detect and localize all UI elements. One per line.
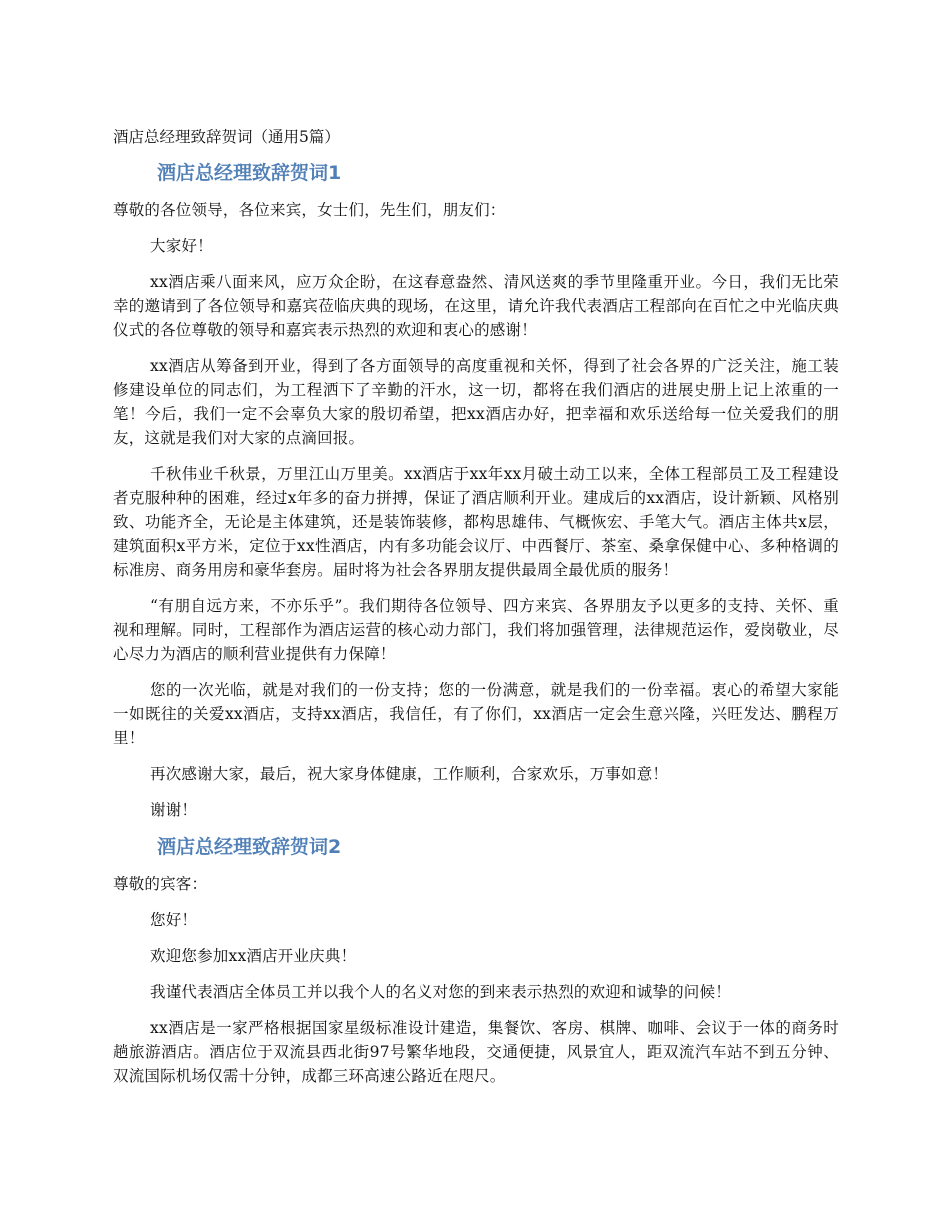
section-1	[113, 160, 839, 822]
paragraph: “有朋自远方来，不亦乐乎”。我们期待各位领导、四方来宾、各界朋友予以更多的支持、关怀、重视和理解。同时，工程部作为酒店运营的核心动力部门，我们将加强管理，法律规范运作，爱岗敬业，尽心尽力为酒店的顺利营业提供有力保障！	[113, 597, 839, 663]
paragraph: 大家好！	[150, 237, 213, 255]
paragraph: 谢谢！	[150, 801, 198, 819]
document-title: 酒店总经理致辞贺词（通用5篇）	[113, 128, 340, 146]
paragraph: 我谨代表酒店全体员工并以我个人的名义对您的到来表示热烈的欢迎和诚挚的问候！	[150, 983, 731, 1001]
paragraph: 千秋伟业千秋景，万里江山万里美。xx酒店于xx年xx月破土动工以来，全体工程部员工及工程建设者克服种种的困难，经过x年多的奋力拼搏，保证了酒店顺利开业。建成后的xx酒店，设计新颖、风格别致、功能齐全，无论是主体建筑，还是装饰装修，都构思雄伟、气概恢宏、手笔大气。酒店主体共x层，建筑面积x平方米，定位于xx性酒店，内有多功能会议厅、中西餐厅、茶室、桑拿保健中心、多种格调的标准房、商务用房和豪华套房。届时将为社会各界朋友提供最周全最优质的服务！	[113, 465, 839, 579]
paragraph: xx酒店乘八面来风，应万众企盼，在这春意盎然、清风送爽的季节里隆重开业。今日，我们无比荣幸的邀请到了各位领导和嘉宾莅临庆典的现场，在这里，请允许我代表酒店工程部向在百忙之中光临庆典仪式的各位尊敬的领导和嘉宾表示热烈的欢迎和衷心的感谢！	[113, 273, 839, 339]
paragraph: 您好！	[150, 911, 198, 929]
section-heading: 酒店总经理致辞贺词1	[157, 162, 342, 184]
section-heading: 酒店总经理致辞贺词2	[157, 836, 342, 858]
paragraph: 欢迎您参加xx酒店开业庆典！	[150, 947, 357, 965]
paragraph: xx酒店是一家严格根据国家星级标准设计建造，集餐饮、客房、棋牌、咖啡、会议于一体的商务时趟旅游酒店。酒店位于双流县西北街97号繁华地段，交通便捷，风景宜人，距双流汽车站不到五分钟、双流国际机场仅需十分钟，成都三环高速公路近在咫尺。	[113, 1019, 839, 1085]
paragraph: 再次感谢大家，最后，祝大家身体健康，工作顺利，合家欢乐，万事如意！	[150, 765, 669, 783]
section-2	[113, 834, 839, 1088]
document-body	[113, 126, 839, 1100]
salutation: 尊敬的各位领导，各位来宾，女士们，先生们，朋友们：	[113, 201, 506, 219]
paragraph: xx酒店从筹备到开业，得到了各方面领导的高度重视和关怀，得到了社会各界的广泛关注，施工装修建设单位的同志们，为工程洒下了辛勤的汗水，这一切，都将在我们酒店的进展史册上记上浓重的一笔！今后，我们一定不会辜负大家的殷切希望，把xx酒店办好，把幸福和欢乐送给每一位关爱我们的朋友，这就是我们对大家的点滴回报。	[113, 357, 839, 447]
paragraph: 您的一次光临，就是对我们的一份支持；您的一份满意，就是我们的一份幸福。衷心的希望大家能一如既往的关爱xx酒店，支持xx酒店，我信任，有了你们，xx酒店一定会生意兴隆，兴旺发达、鹏程万里！	[113, 681, 839, 747]
salutation: 尊敬的宾客：	[113, 875, 208, 893]
